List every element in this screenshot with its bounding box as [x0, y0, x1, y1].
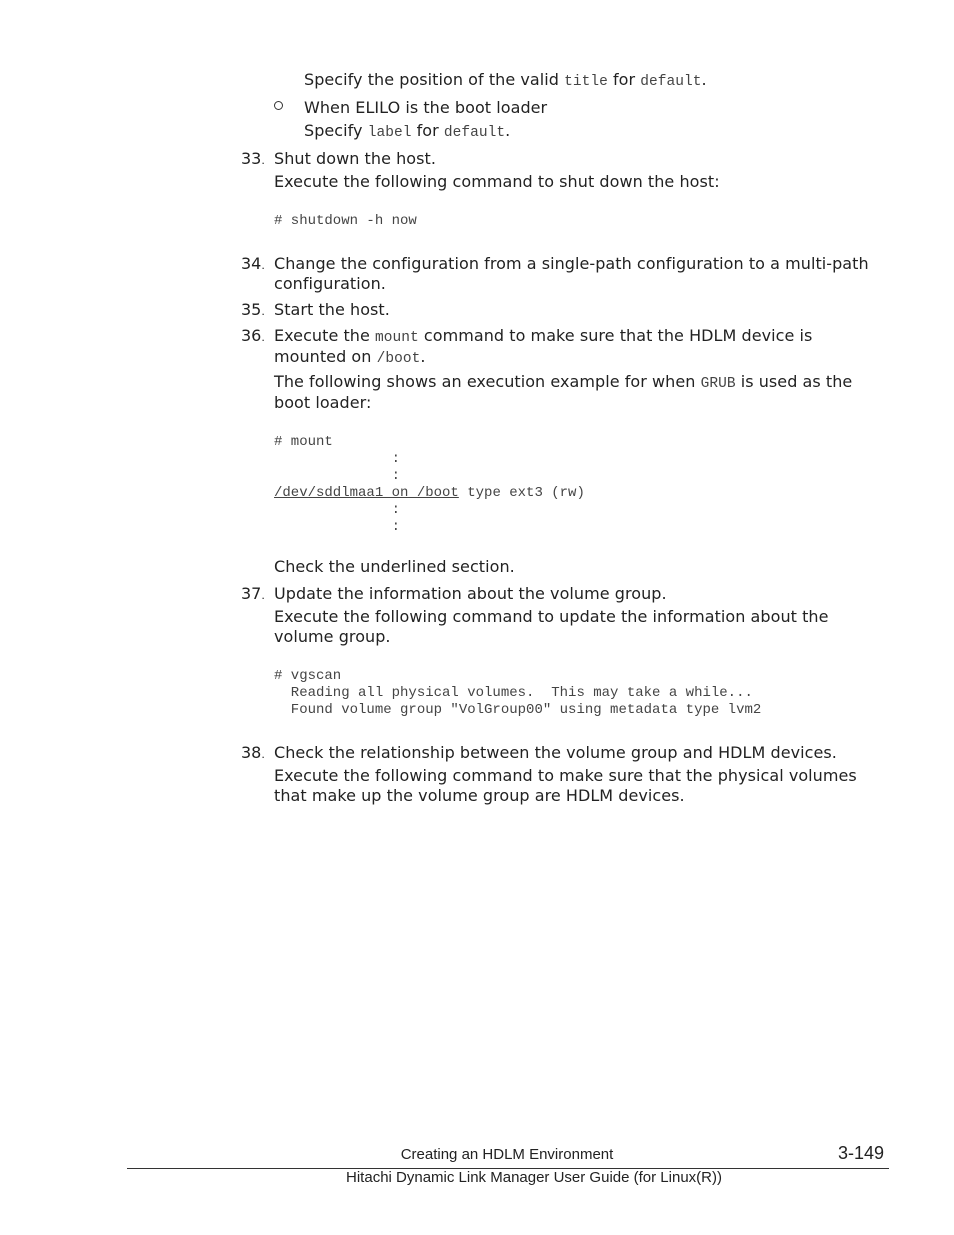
code-block-mount	[274, 434, 585, 536]
step-number-35: 35.	[241, 300, 265, 319]
text: .	[505, 121, 511, 140]
step-38-desc-line2: that make up the volume group are HDLM devices.	[274, 786, 685, 805]
text: Specify the position of the valid	[304, 70, 565, 89]
page-number: 3-149	[838, 1143, 885, 1163]
step-number-36: 36.	[241, 326, 265, 345]
step-number: 34	[241, 254, 262, 273]
text: Execute the	[274, 326, 376, 345]
code-block-shutdown: # shutdown -h now	[274, 213, 417, 229]
step-number-37: 37.	[241, 584, 265, 603]
text: .	[701, 70, 707, 89]
code-grub: GRUB	[700, 376, 736, 392]
step-34-title-line1: Change the configuration from a single-path configuration to a multi-path	[274, 254, 869, 273]
step-number-33: 33.	[241, 149, 265, 168]
step-38-title: Check the relationship between the volume group and HDLM devices.	[274, 743, 837, 762]
title-default-instruction	[304, 70, 707, 92]
elilo-bullet-text: When ELILO is the boot loader	[304, 98, 548, 117]
label-default-instruction	[304, 121, 510, 143]
step-36-desc-line2: boot loader:	[274, 393, 372, 412]
step-number: 38	[241, 743, 262, 762]
step-35-title: Start the host.	[274, 300, 390, 319]
code-default: default	[640, 74, 702, 90]
step-number: 37	[241, 584, 262, 603]
step-number: 35	[241, 300, 262, 319]
text: command to make sure that the HDLM device is	[418, 326, 813, 345]
code-line: type ext3 (rw)	[458, 485, 585, 501]
underlined-mount-entry: /dev/sddlmaa1 on /boot	[274, 485, 459, 501]
code-default: default	[443, 125, 506, 141]
step-number: 36	[241, 326, 262, 345]
step-number: 33	[241, 149, 262, 168]
step-33-description: Execute the following command to shut down the host:	[274, 172, 720, 191]
step-number-34: 34.	[241, 254, 265, 273]
code-title: title	[564, 74, 608, 90]
step-33-title: Shut down the host.	[274, 149, 436, 168]
step-38-desc-line1: Execute the following command to make sure that the physical volumes	[274, 766, 857, 785]
code-line: :	[274, 451, 401, 467]
text: for	[607, 70, 641, 89]
step-34-title-line2: configuration.	[274, 274, 386, 293]
code-block-vgscan: # vgscan Reading all physical volumes. This may take a while... Found volume group "VolGroup00" using metadata type lvm2	[274, 668, 762, 718]
step-36-note: Check the underlined section.	[274, 557, 515, 576]
text: Specify	[304, 121, 368, 140]
code-mount: mount	[375, 330, 419, 346]
footer-section-title: Creating an HDLM Environment	[400, 1146, 614, 1163]
footer-guide-title: Hitachi Dynamic Link Manager User Guide (for Linux(R))	[346, 1169, 722, 1186]
text: for	[411, 121, 444, 140]
step-36-desc-line1	[274, 372, 852, 394]
code-line: :	[274, 519, 401, 535]
code-line: :	[274, 502, 401, 518]
text: The following shows an execution example for when	[274, 372, 701, 391]
step-37-title: Update the information about the volume group.	[274, 584, 667, 603]
step-37-desc-line2: volume group.	[274, 627, 391, 646]
code-label: label	[367, 125, 412, 141]
step-number-38: 38.	[241, 743, 265, 762]
code-line: :	[274, 468, 401, 484]
text: is used as the	[735, 372, 853, 391]
hollow-bullet-icon	[274, 101, 283, 110]
code-boot: /boot	[376, 351, 421, 367]
code-line: # mount	[274, 434, 333, 450]
step-37-desc-line1: Execute the following command to update the information about the	[274, 607, 829, 626]
step-36-title-line2	[274, 347, 426, 369]
text: .	[420, 347, 426, 366]
text: mounted on	[274, 347, 377, 366]
step-36-title-line1	[274, 326, 812, 348]
